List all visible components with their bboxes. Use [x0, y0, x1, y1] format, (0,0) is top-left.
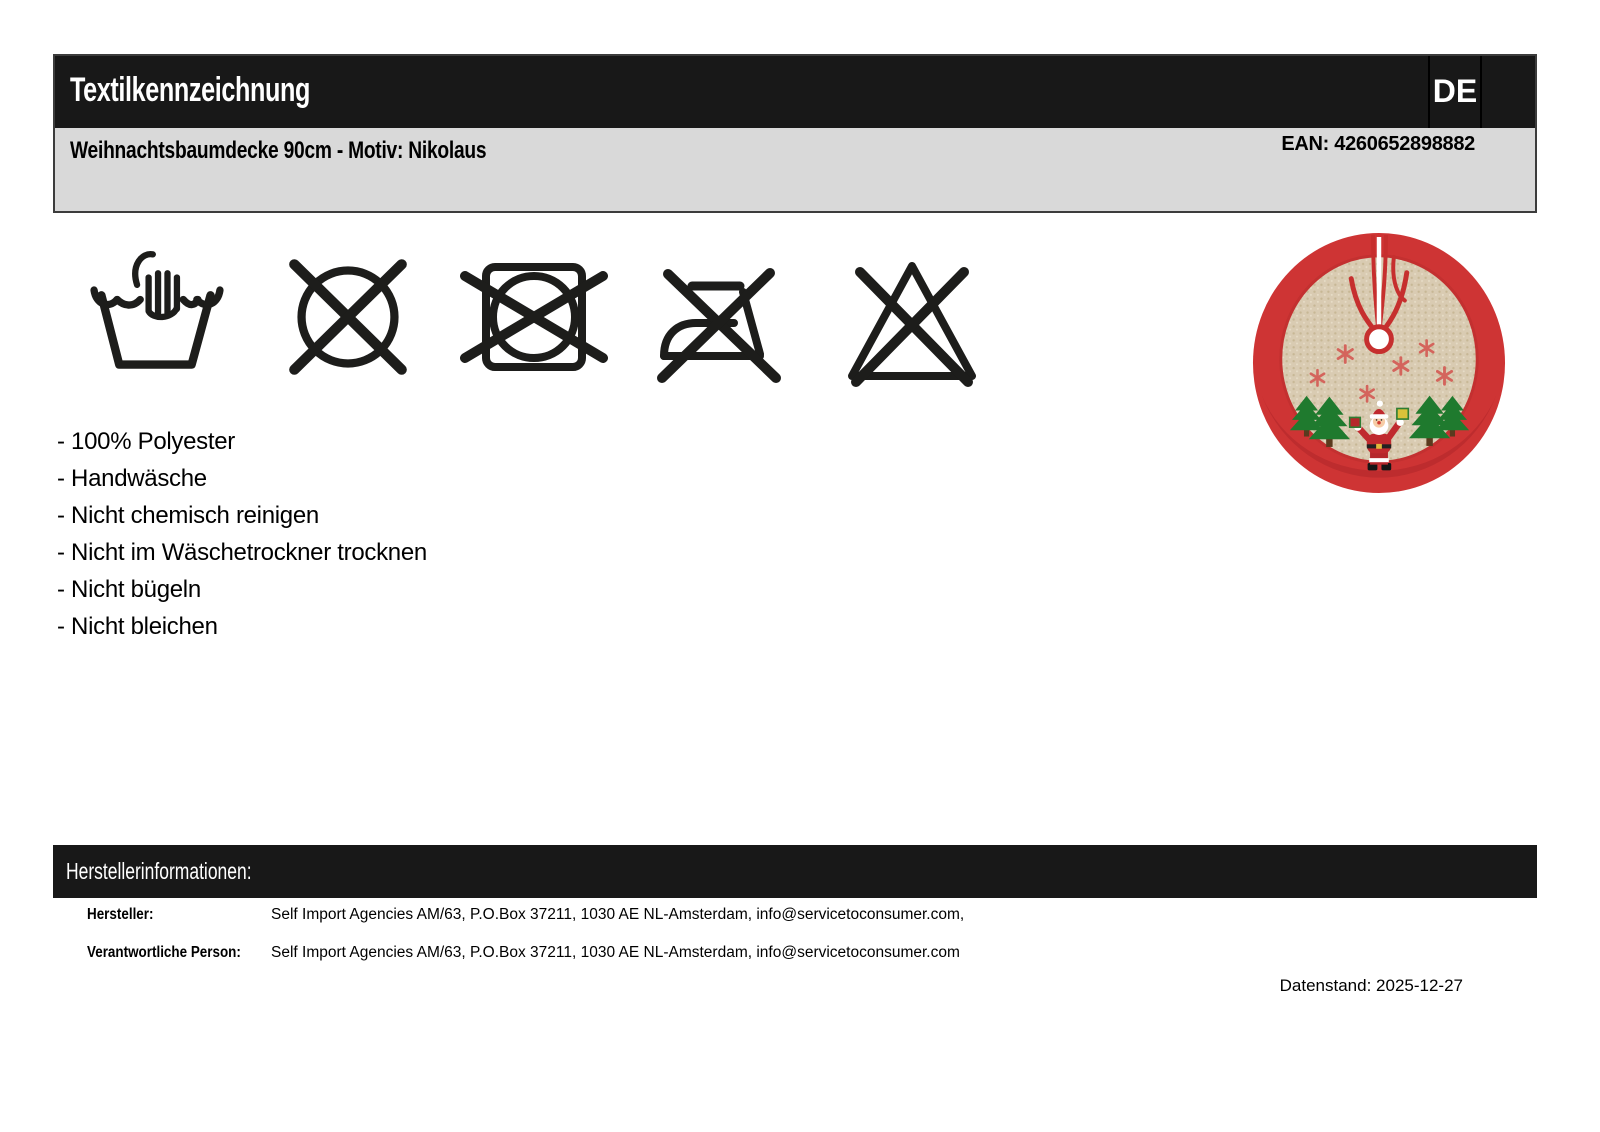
page-title: Textilkennzeichnung	[70, 70, 310, 109]
language-badge: DE	[1428, 56, 1482, 128]
list-item: - 100% Polyester	[57, 428, 235, 455]
manufacturer-section-title: Herstellerinformationen:	[66, 857, 252, 884]
responsible-person-value: Self Import Agencies AM/63, P.O.Box 37211, 1030 AE NL-Amsterdam, info@servicetoconsumer.com	[271, 944, 960, 961]
material-notes-list	[57, 423, 427, 645]
list-item: - Nicht bügeln	[57, 576, 201, 603]
list-item: - Nicht im Wäschetrockner trocknen	[57, 539, 427, 566]
hand-wash-icon	[86, 246, 228, 374]
do-not-bleach-icon	[842, 254, 982, 390]
manufacturer-value: Self Import Agencies AM/63, P.O.Box 37211, 1030 AE NL-Amsterdam, info@servicetoconsumer.com,	[271, 906, 965, 923]
manufacturer-label: Hersteller:	[87, 906, 154, 923]
do-not-tumble-dry-icon	[460, 260, 608, 374]
data-status-date: Datenstand: 2025-12-27	[1279, 976, 1463, 995]
responsible-person-label: Verantwortliche Person:	[87, 944, 241, 961]
list-item: - Nicht bleichen	[57, 613, 218, 640]
document-header	[53, 54, 1537, 213]
do-not-iron-icon	[648, 264, 796, 388]
christmas-tree-skirt-photo	[1250, 226, 1508, 498]
header-title-bar	[55, 56, 1535, 128]
product-title: Weihnachtsbaumdecke 90cm - Motiv: Nikolaus	[70, 137, 487, 164]
list-item: - Nicht chemisch reinigen	[57, 502, 319, 529]
ean-code: EAN: 4260652898882	[1281, 133, 1475, 155]
manufacturer-section-header	[53, 845, 1537, 898]
header-product-bar	[55, 128, 1535, 211]
do-not-dry-clean-icon	[284, 254, 412, 380]
list-item: - Handwäsche	[57, 465, 207, 492]
